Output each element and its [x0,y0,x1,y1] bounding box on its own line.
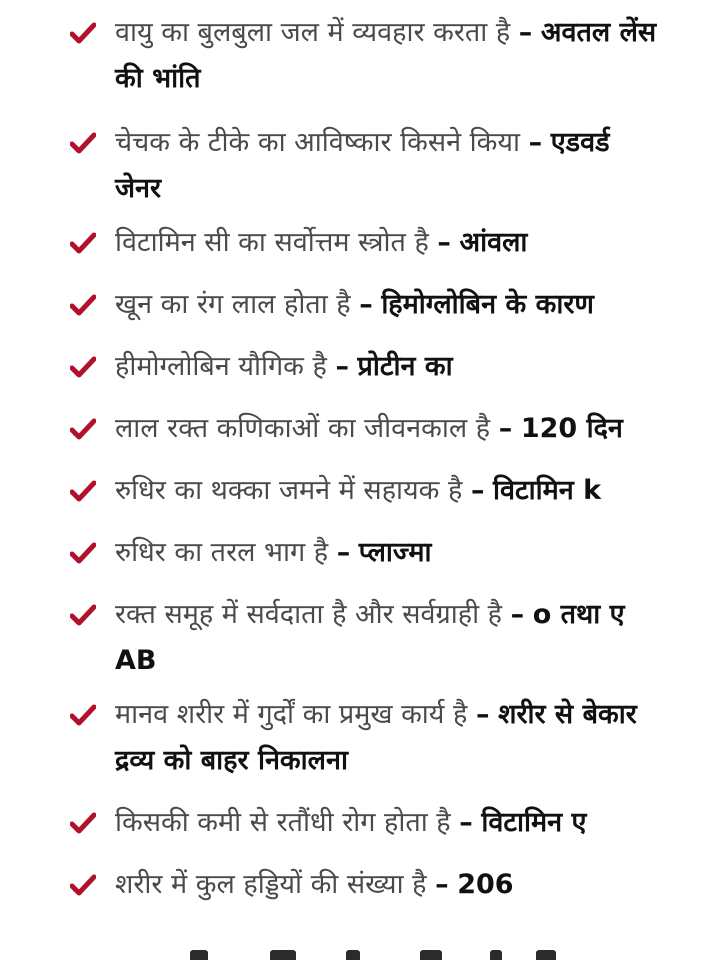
item-answer: o तथा ए AB [115,599,625,676]
item-question: शरीर में कुल हड्डियों की संख्या है [115,869,427,900]
item-question: किसकी कमी से रतौंधी रोग होता है [115,807,451,838]
check-icon [70,703,96,727]
item-dash: – [470,475,485,506]
check-icon [70,21,96,45]
item-dash: – [336,537,351,568]
check-icon [70,811,96,835]
item-question: रक्त समूह में सर्वदाता है और सर्वग्राही है [115,599,502,630]
item-question: हीमोग्लोबिन यौगिक है [115,351,327,382]
item-question: रुधिर का थक्का जमने में सहायक है [115,475,463,506]
cut-off-heading-fragment [160,944,580,960]
item-dash: – [437,227,451,258]
item-answer: शरीर से बेकार द्रव्य को बाहर निकालना [115,699,637,776]
item-answer: हिमोग्लोबिन के कारण [381,289,594,320]
item-answer: प्लाज्मा [358,537,432,568]
item-question: लाल रक्त कणिकाओं का जीवनकाल है [115,413,491,444]
item-question: चेचक के टीके का आविष्कार किसने किया [115,127,521,158]
item-answer: विटामिन ए [481,807,587,838]
item-question: खून का रंग लाल होता है [115,289,351,320]
check-icon [70,417,96,441]
item-dash: – [518,17,533,48]
check-icon [70,231,96,255]
check-icon [70,541,96,565]
item-dash: – [510,599,525,630]
check-icon [70,873,96,897]
item-dash: – [498,413,513,444]
check-icon [70,131,96,155]
item-question: रुधिर का तरल भाग है [115,537,329,568]
item-question: वायु का बुलबुला जल में व्यवहार करता है [115,17,511,48]
item-answer: प्रोटीन का [357,351,453,382]
item-answer: विटामिन k [493,475,602,506]
item-question: मानव शरीर में गुर्दों का प्रमुख कार्य है [115,699,468,730]
item-question: विटामिन सी का सर्वोत्तम स्त्रोत है [115,227,429,258]
item-dash: – [528,127,543,158]
item-answer: एडवर्ड जेनर [115,127,610,204]
item-dash: – [475,699,490,730]
item-answer: 206 [457,869,514,900]
item-dash: – [459,807,473,838]
item-dash: – [359,289,373,320]
item-answer: 120 दिन [520,413,623,444]
check-icon [70,355,96,379]
item-answer: अवतल लेंस की भांति [115,17,657,94]
check-icon [70,479,96,503]
item-dash: – [435,869,449,900]
check-icon [70,603,96,627]
item-dash: – [335,351,349,382]
item-answer: आंवला [459,227,528,258]
check-icon [70,293,96,317]
